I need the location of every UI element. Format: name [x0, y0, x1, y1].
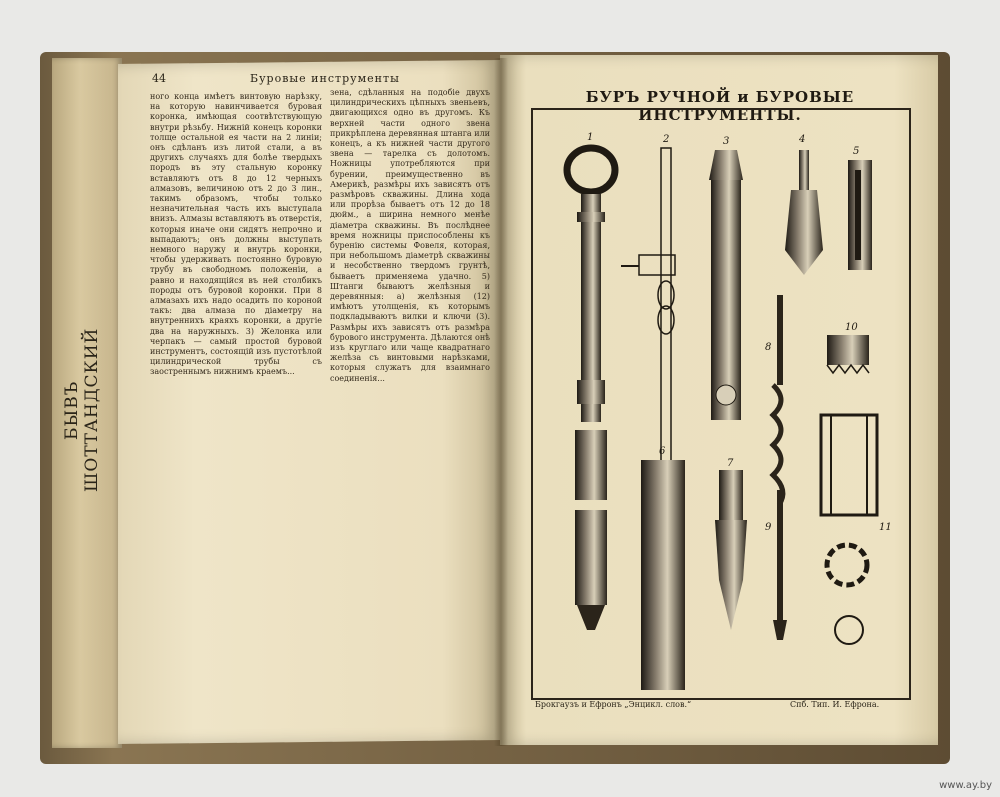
text-column-1: ного конца имѣетъ винтовую нарѣзку, на которую навинчивается буровая коронка, имѣющая соотвѣтствующую внутри рѣзьбу. Нижній конецъ коронки толще остальной ея части на 2 линіи; онъ сдѣланъ изъ литой стали, а въ другихъ случаяхъ для болѣе твердыхъ породъ въ эту стальную коронку вставляютъ отъ 8 до 12 черныхъ алмазовъ, величиною отъ 2 до 3 лин., такимъ образомъ, чтобы только незначительная часть ихъ выступала внизъ. Алмазы вставляютъ въ отверстія, которыя иначе они сидятъ непрочно и выпадаютъ; онъ должны выступать немного наружу и внутрь коронки, чтобы удерживать постоянно буровую трубу въ свободномъ положеніи, а равно и находящійся въ ней столбикъ породы отъ буровой коронки. При 8 алмазахъ ихъ надо осадить по короной такъ: два алмаза по діаметру на внутреннихъ краяхъ коронки, а другіе два на наружныхъ. 3) Желонка или черпакъ — самый простой буровой инструментъ, состоящій изъ пустотѣлой цилиндрической трубы съ заостреннымъ нижнимъ краемъ... [150, 92, 322, 377]
tool-10-crown [827, 335, 869, 373]
figure-number-11: 11 [879, 522, 892, 533]
tool-9-rod [773, 490, 787, 640]
page-gutter [494, 58, 508, 746]
drilling-tools-engraving [533, 110, 909, 698]
tool-8-spiral-auger [773, 295, 783, 505]
plate-credit-right: Спб. Тип. И. Ефрона. [790, 700, 880, 709]
figure-number-7: 7 [727, 458, 734, 469]
tool-3-sleeve [709, 150, 743, 420]
tool-4-bit [785, 150, 823, 275]
figure-number-2: 2 [663, 134, 670, 145]
plate-title: БУРЪ РУЧНОЙ и БУРОВЫЕ ИНСТРУМЕНТЫ. [585, 88, 855, 124]
plate-illustration [531, 108, 911, 700]
running-head: Буровые инструменты [250, 72, 400, 85]
figure-number-6: 6 [659, 446, 666, 457]
tool-11-frame [821, 415, 877, 644]
figure-number-1: 1 [587, 132, 594, 143]
tool-7-chisel [715, 470, 747, 630]
figure-number-5: 5 [853, 146, 860, 157]
figure-number-8: 8 [765, 342, 772, 353]
figure-number-10: 10 [845, 322, 858, 333]
page-number: 44 [152, 72, 166, 85]
spine-title: БЫВЪ ШОТТАНДСКИЙ [62, 327, 102, 493]
figure-number-4: 4 [799, 134, 806, 145]
tool-6-pipe [641, 460, 685, 690]
plate-credit-left: Брокгаузъ и Ефронъ „Энцикл. слов.“ [535, 700, 692, 709]
tool-1-ring-auger [567, 148, 615, 630]
text-column-2: зена, сдѣланныя на подобіе двухъ цилиндрическихъ цѣпныхъ звеньевъ, двигающихся одно въ другомъ. Къ верхней части одного звена прикрѣплена деревянная штанга или конецъ, а къ нижней части другого звена — тарелка съ долотомъ. Ножницы употребляются при бурении, преимущественно въ Америкѣ, размѣры ихъ зависятъ отъ размѣровъ скважины. Длина хода или прорѣза бываетъ отъ 12 до 18 дюйм., а ширина немного менѣе діаметра скважины. Въ послѣднее время ножницы приспособлены къ буренію системы Фовеля, которая, при небольшомъ діаметрѣ скважины и несобственно твердомъ грунтѣ, бываетъ применяема удачно. 5) Штанги бываютъ желѣзныя и деревянныя: а) желѣзныя (12) имѣютъ утолщенія, къ которымъ подкладываютъ вилки и ключи (3). Размѣры ихъ зависятъ отъ размѣра бурового инструмента. Дѣлаются онѣ изъ круглаго или чаще квадратнаго желѣза съ винтовыми нарѣзками, которыя служатъ для взаимнаго соединенія... [330, 88, 490, 383]
tool-5-tube [848, 160, 872, 270]
figure-number-9: 9 [765, 522, 772, 533]
watermark: www.ay.by [939, 780, 992, 791]
figure-number-3: 3 [723, 136, 730, 147]
